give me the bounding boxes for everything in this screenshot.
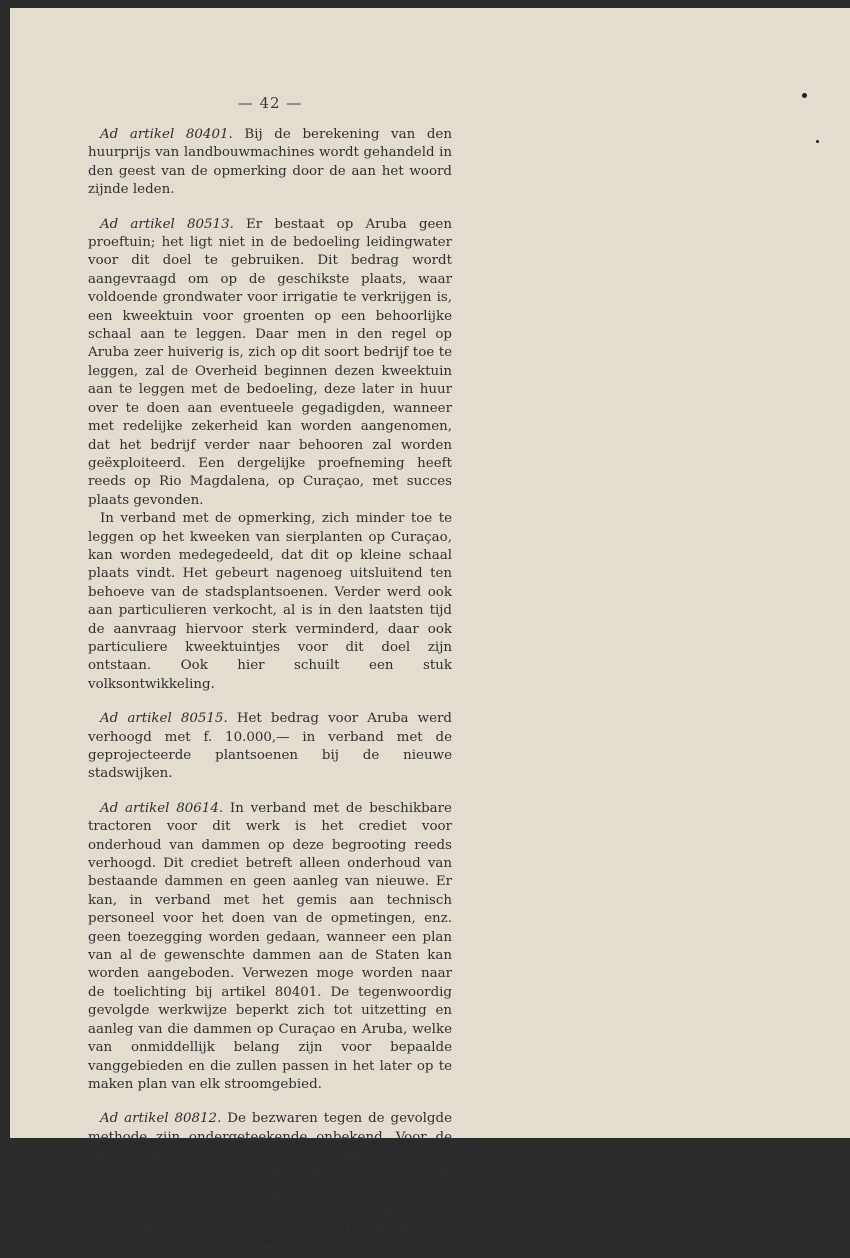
paragraph-text: In verband met de opmerking, zich minder toe te leggen op het kweeken van sierplanten op Curaçao, kan worden medegedeeld, dat dit op kleine schaal plaats vindt. Het gebeurt nagenoeg uitsluitend ten behoeve van de stadsplantsoenen. Verder werd ook aan particulieren verkocht, al is in den laatsten tijd de aanvraag hiervoor sterk verminderd, daar ook particuliere kweektuintjes voor dit doel zijn ontstaan. Ook hier schuilt een stuk volksontwikkeling. [88, 511, 452, 692]
paragraph-80812 [88, 1110, 452, 1257]
paragraph-text: Er bestaat op Aruba geen proeftuin; het ligt niet in de bedoeling leidingwater voor dit doel te gebruiken. Dit bedrag wordt aangevraagd om op de geschikste plaats, waar voldoende grondwater voor irrigatie te verkrijgen is, een kweektuin voor groenten op een behoorlijke schaal aan te leggen. Daar men in den regel op Aruba zeer huiverig is, zich op dit soort bedrijf toe te leggen, zal de Overheid beginnen dezen kweektuin aan te leggen met de bedoeling, deze later in huur over te doen aan eventueele gegadigden, wanneer met redelijke zekerheid kan worden aangenomen, dat het bedrijf verder naar behooren zal worden geëxploiteerd. Een dergelijke proefneming heeft reeds op Rio Magdalena, op Curaçao, met succes plaats gevonden. [88, 216, 452, 508]
paragraph-80401 [88, 126, 452, 200]
paragraph-text: Bij de berekening van den huurprijs van landbouwmachines wordt gehandeld in den geest van de opmerking door de aan het woord zijnde leden. [88, 127, 452, 198]
paragraph-text: In verband met de beschikbare tractoren voor dit werk is het crediet voor onderhoud van dammen op deze begrooting reeds verhoogd. Dit crediet betreft alleen onderhoud van bestaande dammen en geen aanleg van nieuwe. Er kan, in verband met het gemis aan technisch personeel voor het doen van de opmetingen, enz. geen toezegging worden gedaan, wanneer een plan van al de gewenschte dammen aan de Staten kan worden aangeboden. Verwezen moge worden naar de toelichting bij artikel 80401. De tegenwoordig gevolgde werkwijze beperkt zich tot uitzetting en aanleg van die dammen op Curaçao en Aruba, welke van onmiddellijk belang zijn voor bepaalde vanggebieden en die zullen passen in het later op te maken plan van elk stroomgebied. [88, 800, 452, 1092]
article-heading: Ad artikel 80401. [100, 127, 233, 142]
article-heading: Ad artikel 80614. [100, 800, 224, 816]
paragraph-80513 [88, 216, 452, 511]
paper-speck [816, 140, 819, 143]
article-heading: Ad artikel 80515. [100, 711, 228, 727]
paragraph-80614 [88, 800, 452, 1095]
paper-speck [802, 93, 807, 98]
page-number: — 42 — [237, 94, 303, 112]
paragraph-text: Het bedrag voor Aruba werd verhoogd met f. 10.000,— in verband met de geprojecteerde plantsoenen bij de nieuwe stadswijken. [88, 711, 452, 782]
page-body [88, 126, 452, 1258]
document-page [10, 8, 850, 1256]
article-heading: Ad artikel 80812. [100, 1111, 222, 1127]
article-heading: Ad artikel 80513. [100, 216, 234, 232]
paragraph-80513-continued [88, 510, 452, 694]
paragraph-text: De bezwaren tegen de gevolgde methode zijn ondergeteekende onbekend. Voor de veefokkerij wordt groenvoer in voldoende hoeveelheid verbouwd en uitbreiding van den aanplant vindt nog steeds plaats in verband met de te verwachten toeneming van het aantal stuks vee. Van al de eilanden is Curaçao het waterrijkste, waar irrigatiewerken voor dergelijke doeleinden [88, 1111, 452, 1256]
paragraph-80515 [88, 710, 452, 784]
